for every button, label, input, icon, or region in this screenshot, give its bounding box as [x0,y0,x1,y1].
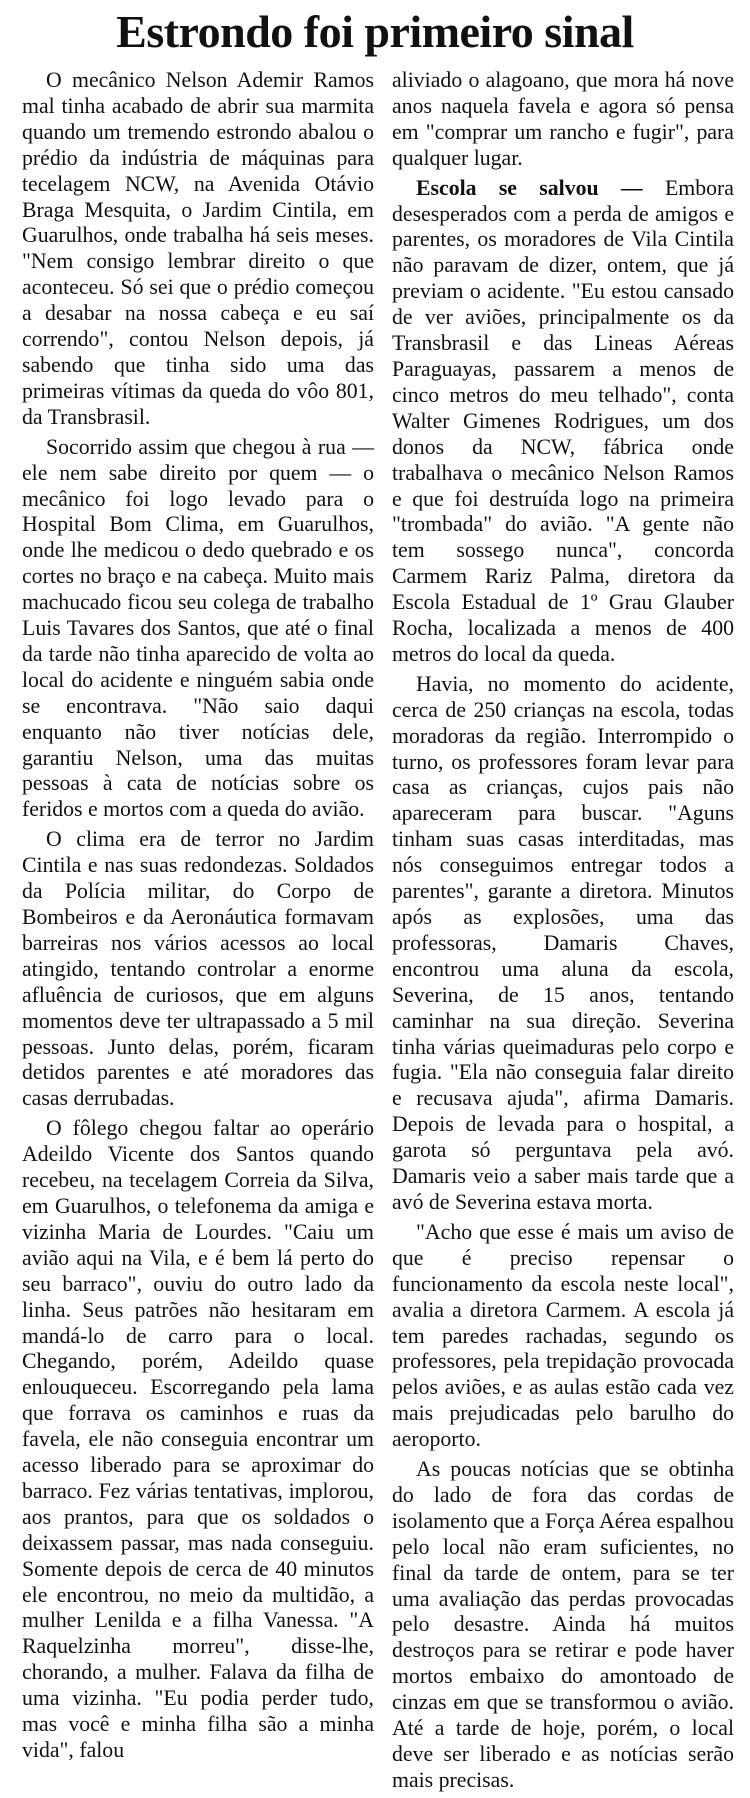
paragraph: Havia, no momento do acidente, cerca de 250 crianças na escola, todas moradoras da região. Interrompido o turno, os professores foram levar para casa as crianças, cujos pais não apareceram para buscar. "Aguns tinham suas casas interditadas, mas nós conseguimos entregar todos a parentes", garante a diretora. Minutos após as explosões, uma das professoras, Damaris Chaves, encontrou uma aluna da escola, Severina, de 15 anos, tentando caminhar na sua direção. Severina tinha várias queimaduras pelo corpo e fugia. "Ela não conseguia falar direito e recusava ajuda", afirma Damaris. Depois de levada para o hospital, a garota só perguntava pela avó. Damaris veio a saber mais tarde que a avó de Severina estava morta. [392,671,734,1214]
left-column [22,68,374,1768]
right-column [392,68,734,1798]
subhead-text: Embora desesperados com a perda de amigos e parentes, os moradores de Vila Cintila não paravam de dizer, ontem, que já previam o acidente. "Eu estou cansado de ver aviões, principalmente os da Transbrasil e das Lineas Aéreas Paraguayas, passarem a menos de cinco metros do meu telhado", conta Walter Gimenes Rodrigues, um dos donos da NCW, fábrica onde trabalhava o mecânico Nelson Ramos e que foi destruída logo na primeira "trombada" do avião. "A gente não tem sossego nunca", concorda Carmem Rariz Palma, diretora da Escola Estadual de 1º Grau Glauber Rocha, localizada a menos de 400 metros do local da queda. [392,175,734,666]
subhead-lead: Escola se salvou — [416,175,643,200]
paragraph: Socorrido assim que chegou à rua — ele nem sabe direito por quem — o mecânico foi logo levado para o Hospital Bom Clima, em Guarulhos, onde lhe medicou o dedo quebrado e os cortes no braço e na cabeça. Muito mais machucado ficou seu colega de trabalho Luis Tavares dos Santos, que até o final da tarde não tinha aparecido de volta ao local do acidente e ninguém sabia onde se encontrava. "Não saio daqui enquanto não tiver notícias dele, garantiu Nelson, uma das muitas pessoas à cata de notícias sobre os feridos e mortos com a queda do avião. [22,434,374,822]
paragraph: O fôlego chegou faltar ao operário Adeildo Vicente dos Santos quando recebeu, na tecelagem Correia da Silva, em Guarulhos, o telefonema da amiga e vizinha Maria de Lourdes. "Caiu um avião aqui na Vila, e é bem lá perto do seu barraco", ouviu do outro lado da linha. Seus patrões não hesitaram em mandá-lo de carro para o local. Chegando, porém, Adeildo quase enlouqueceu. Escorregando pela lama que forrava os caminhos e ruas da favela, ele não conseguia encontrar um acesso liberado para se aproximar do barraco. Fez várias tentativas, implorou, aos prantos, para que os soldados o deixassem passar, mas nada conseguiu. Somente depois de cerca de 40 minutos ele encontrou, no meio da multidão, a mulher Lenilda e a filha Vanessa. "A Raquelzinha morreu", disse-lhe, chorando, a mulher. Falava da filha de uma vizinha. "Eu podia perder tudo, mas você e minha filha são a minha vida", falou [22,1116,374,1762]
paragraph-continuation: aliviado o alagoano, que mora há nove anos naquela favela e agora só pensa em "comprar um rancho e fugir", para qualquer lugar. [392,68,734,170]
paragraph: As poucas notícias que se obtinha do lado de fora das cordas de isolamento que a Força Aérea espalhou pelo local não eram suficientes, no final da tarde de ontem, para se ter uma avaliação das perdas provocadas pelo desastre. Ainda há muitos destroços para se retirar e pode haver mortos embaixo do amontoado de cinzas em que se transformou o avião. Até a tarde de hoje, porém, o local deve ser liberado e as notícias serão mais precisas. [392,1457,734,1792]
paragraph: O clima era de terror no Jardim Cintila e nas suas redondezas. Soldados da Polícia militar, do Corpo de Bombeiros e da Aeronáutica formavam barreiras nos vários acessos ao local atingido, tentando controlar a enorme afluência de curiosos, que em alguns momentos deve ter ultrapassado a 5 mil pessoas. Junto delas, porém, ficaram detidos parentes e até moradores das casas derrubadas. [22,827,374,1111]
headline: Estrondo foi primeiro sinal [116,6,634,57]
paragraph: O mecânico Nelson Ademir Ramos mal tinha acabado de abrir sua marmita quando um tremendo estrondo abalou o prédio da indústria de máquinas para tecelagem NCW, na Avenida Otávio Braga Mesquita, o Jardim Cintila, em Guarulhos, onde trabalha há seis meses. "Nem consigo lembrar direito o que aconteceu. Só sei que o prédio começou a desabar na nossa cabeça e eu saí correndo", contou Nelson depois, já sabendo que tinha sido uma das primeiras vítimas da queda do vôo 801, da Transbrasil. [22,68,374,429]
paragraph: "Acho que esse é mais um aviso de que é preciso repensar o funcionamento da escola neste local", avalia a diretora Carmem. A escola já tem paredes rachadas, segundo os professores, pela trepidação provocada pelos aviões, e as aulas estão cada vez mais prejudicadas pelo barulho do aeroporto. [392,1219,734,1452]
subhead-paragraph [392,176,734,668]
